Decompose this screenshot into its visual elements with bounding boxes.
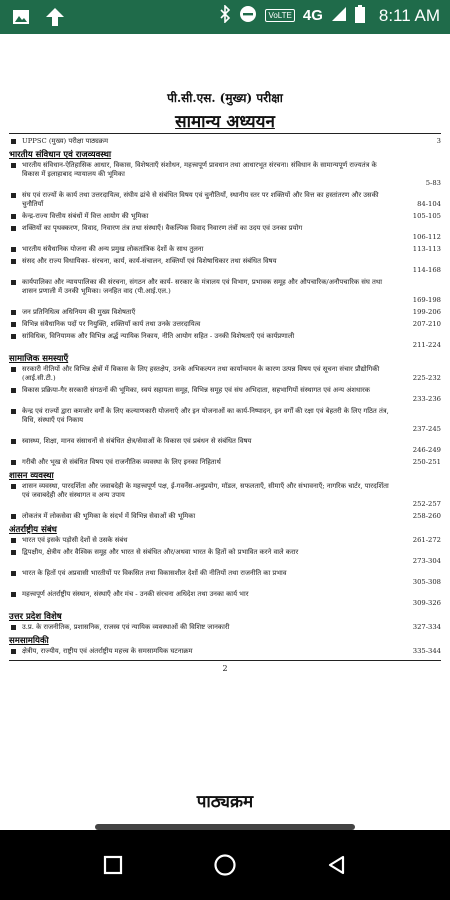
bullet-square-icon <box>11 592 16 597</box>
toc-row[interactable] <box>9 308 441 317</box>
bullet-square-icon <box>11 571 16 576</box>
toc-row[interactable] <box>9 224 441 242</box>
toc-row-text: कार्यपालिका और न्यायपालिका की संरचना, संगठन और कार्य- सरकार के मंत्रालय एवं विभाग, प्रभावक समूह और औपचारिक/अनौपचारिक संघ तथा शासन प्रणाली में उनकी भूमिका। जनहित वाद (पी.आई.एल.) <box>22 278 383 295</box>
section-heading: उत्तर प्रदेश विशेष <box>9 612 62 622</box>
toc-row-page: 327-334 <box>412 623 441 631</box>
toc-row-text: सरकारी नीतियों और विभिन्न क्षेत्रों में विकास के लिए हस्तक्षेप, उनके अभिकल्पन तथा कार्यान्वयन के कारण उत्पन्न विषय एवं सूचना संचार प्रौद्योगिकी (आई.सी.टी.) <box>22 365 380 382</box>
bullet-square-icon <box>11 247 16 252</box>
toc-row[interactable] <box>9 137 441 146</box>
toc-row[interactable] <box>9 569 441 587</box>
toc-row-page: 237-245 <box>412 425 441 433</box>
toc-row-text: महत्त्वपूर्ण अंतर्राष्ट्रीय संस्थान, संस्थाएँ और मंच - उनकी संरचना अधिदेश तथा उनका कार्य भार <box>22 590 249 598</box>
section-heading: शासन व्यवस्था <box>9 471 54 481</box>
bullet-square-icon <box>11 226 16 231</box>
bullet-square-icon <box>11 322 16 327</box>
section-heading: भारतीय संविधान एवं राजव्यवस्था <box>9 150 112 160</box>
toc-row[interactable] <box>9 245 441 254</box>
recents-button[interactable] <box>100 852 126 878</box>
toc-row-text: शासन व्यवस्था, पारदर्शिता और जवाबदेही के महत्त्वपूर्ण पक्ष, ई-गवर्नेंस-अनुप्रयोग, मॉडल, सफलताएँ, सीमाएँ और संभावनाएँ; नागरिक चार्टर, पारदर्शिता एवं जवाबदेही और संस्थागत व अन्य उपाय <box>22 482 389 499</box>
top-rule <box>9 133 441 134</box>
toc-row-page: 225-232 <box>412 374 441 382</box>
toc-row[interactable] <box>9 407 441 434</box>
bullet-square-icon <box>11 367 16 372</box>
bullet-square-icon <box>11 388 16 393</box>
toc-row[interactable] <box>9 647 441 656</box>
toc-row-page: 169-198 <box>412 296 441 304</box>
bullet-square-icon <box>11 514 16 519</box>
toc-row-text: विकास प्रक्रिया-गैर सरकारी संगठनों की भूमिका, स्वयं सहायता समूह, विभिन्न समूह एवं संघ अभिदाता, सहभागियों संस्थागत एवं अन्य अंशधारक <box>22 386 370 394</box>
bullet-square-icon <box>11 139 16 144</box>
toc-row-text: क्षेत्रीय, राज्यीय, राष्ट्रीय एवं अंतर्राष्ट्रीय महत्त्व के समसामयिक घटनाक्रम <box>22 647 193 655</box>
home-button[interactable] <box>212 852 238 878</box>
clock: 8:11 AM <box>378 5 440 25</box>
toc-row-page: 309-326 <box>412 599 441 607</box>
toc-row[interactable] <box>9 536 441 545</box>
network-type: 4G <box>302 7 323 24</box>
battery-icon <box>355 5 365 26</box>
toc-row[interactable] <box>9 365 441 383</box>
toc-row-page: 233-236 <box>412 395 441 403</box>
toc-row-text: स्वास्थ्य, शिक्षा, मानव संसाधनों से संबंधित क्षेत्र/सेवाओं के विकास एवं प्रबंधन से संबंधित विषय <box>22 437 252 445</box>
section-heading: अंतर्राष्ट्रीय संबंध <box>9 525 57 535</box>
toc-row-text: केन्द्र-राज्य वित्तीय संबंधों में वित्त आयोग की भूमिका <box>22 212 149 220</box>
next-page-title: पाठ्यक्रम <box>196 792 254 812</box>
toc-row-text: भारत एवं इसके पड़ोसी देशों से उसके संबंध <box>22 536 128 544</box>
toc-row[interactable] <box>9 278 441 305</box>
bullet-square-icon <box>11 334 16 339</box>
bullet-square-icon <box>11 193 16 198</box>
toc-row-page: 305-308 <box>412 578 441 586</box>
toc-row[interactable] <box>9 257 441 275</box>
toc-row-page: 335-344 <box>412 647 441 655</box>
toc-row[interactable] <box>9 458 441 467</box>
document-viewer[interactable] <box>0 34 450 830</box>
signal-icon <box>331 6 347 25</box>
toc-row-text: केन्द्र एवं राज्यों द्वारा कमजोर वर्गों के लिए कल्याणकारी योजनाएँ और इन योजनाओं का कार्य-निष्पादन, इन वर्गों की रक्षा एवं बेहतरी के लिए गठित तंत्र, विधि, संस्थाएँ एवं निकाय <box>22 407 389 424</box>
status-bar <box>0 0 450 34</box>
toc-row[interactable] <box>9 482 441 509</box>
toc-row[interactable] <box>9 512 441 521</box>
toc-row-page: 246-249 <box>412 446 441 454</box>
toc-row[interactable] <box>9 623 441 632</box>
toc-row-text: द्विपक्षीय, क्षेत्रीय और वैश्विक समूह और भारत से संबंधित और/अथवा भारत के हितों को प्रभावित करने वाले करार <box>22 548 299 556</box>
toc-row-page: 211-224 <box>412 341 441 349</box>
toc-row[interactable] <box>9 437 441 455</box>
toc-row[interactable] <box>9 161 441 188</box>
toc-row-page: 106-112 <box>412 233 441 241</box>
bullet-square-icon <box>11 484 16 489</box>
bullet-square-icon <box>11 550 16 555</box>
toc-row-page: 114-168 <box>412 266 441 274</box>
toc-row-text: संसद और राज्य विधायिका- संरचना, कार्य, कार्य-संचालन, शक्तियाँ एवं विशेषाधिकार तथा संबंधित विषय <box>22 257 277 265</box>
toc-row[interactable] <box>9 548 441 566</box>
toc-row-text: भारत के हितों एवं अप्रवासी भारतीयों पर विकसित तथा विकासशील देशों की नीतियों तथा राजनीति का प्रभाव <box>22 569 287 577</box>
toc-row-text: सांविधिक, विनियामक और विभिन्न अर्द्ध न्यायिक निकाय, नीति आयोग सहित - उनकी विशेषताएँ एवं कार्यप्रणाली <box>22 332 295 340</box>
toc-row-page: 258-260 <box>412 512 441 520</box>
gallery-icon <box>12 8 30 31</box>
toc-row-text: गरीबी और भूख से संबंधित विषय एवं राजनीतिक व्यवस्था के लिए इनका निहितार्थ <box>22 458 221 466</box>
bluetooth-icon <box>219 5 231 26</box>
toc-row-page: 105-105 <box>412 212 441 220</box>
page-number: 2 <box>222 664 228 673</box>
subject-title: सामान्य अध्ययन <box>175 112 275 132</box>
toc-row[interactable] <box>9 212 441 221</box>
bullet-square-icon <box>11 280 16 285</box>
toc-row-text: विभिन्न संवैधानिक पदों पर नियुक्ति, शक्तियाँ कार्य तथा उनके उत्तरदायित्व <box>22 320 201 328</box>
back-triangle-icon <box>326 854 348 876</box>
toc-row-page: 113-113 <box>412 245 441 253</box>
toc-row-page: 252-257 <box>412 500 441 508</box>
toc-row-page: 273-304 <box>412 557 441 565</box>
do-not-disturb-icon <box>239 5 257 26</box>
upload-arrow-icon <box>44 6 66 33</box>
toc-row-text: जन प्रतिनिधित्व अधिनियम की मुख्य विशेषताएँ <box>22 308 136 316</box>
toc-row[interactable] <box>9 320 441 329</box>
toc-row-page: 3 <box>436 137 441 145</box>
volte-badge: VoLTE <box>265 9 294 22</box>
back-button[interactable] <box>324 852 350 878</box>
toc-row-text: लोकतंत्र में लोकसेवा की भूमिका के संदर्भ में विभिन्न सेवाओं की भूमिका <box>22 512 196 520</box>
bullet-square-icon <box>11 649 16 654</box>
toc-row[interactable] <box>9 386 441 404</box>
toc-row[interactable] <box>9 590 441 608</box>
toc-row[interactable] <box>9 332 441 350</box>
bullet-square-icon <box>11 310 16 315</box>
section-heading: सामाजिक समस्याएँ <box>9 354 69 364</box>
toc-row-page: 84-104 <box>417 200 441 208</box>
toc-row[interactable] <box>9 191 441 209</box>
toc-row-page: 5-83 <box>425 179 441 187</box>
toc-row-page: 207-210 <box>412 320 441 328</box>
recents-square-icon <box>103 855 123 875</box>
toc-row-page: 199-206 <box>412 308 441 316</box>
home-circle-icon <box>213 853 237 877</box>
bullet-square-icon <box>11 538 16 543</box>
bullet-square-icon <box>11 625 16 630</box>
bullet-square-icon <box>11 163 16 168</box>
bullet-square-icon <box>11 460 16 465</box>
bullet-square-icon <box>11 259 16 264</box>
navigation-bar <box>0 830 450 900</box>
toc-row-text: UPPSC (मुख्य) परीक्षा पाठ्यक्रम <box>22 137 109 145</box>
toc-row-text: शक्तियों का पृथक्करण, विवाद, निवारण तंत्र तथा संस्थाएँ। वैकल्पिक विवाद निवारण तंत्रों का उदय एवं उनका प्रयोग <box>22 224 303 232</box>
toc-row-page: 250-251 <box>412 458 441 466</box>
bullet-square-icon <box>11 214 16 219</box>
bottom-rule <box>9 660 441 661</box>
toc-row-text: उ.प्र. के राजनीतिक, प्रशासनिक, राजस्व एवं न्यायिक व्यवस्थाओं की विशिष्ट जानकारी <box>22 623 230 631</box>
bullet-square-icon <box>11 439 16 444</box>
toc-row-text: संघ एवं राज्यों के कार्य तथा उत्तरदायित्व, संघीय ढांचे से संबंधित विषय एवं चुनौतियाँ, स्थानीय स्तर पर शक्तियों और वित्त का हस्तांतरण और उसकी चुनौतियाँ <box>22 191 379 208</box>
toc-row-page: 261-272 <box>412 536 441 544</box>
bullet-square-icon <box>11 409 16 414</box>
toc-row-text: भारतीय संविधान-ऐतिहासिक आधार, विकास, विशेषताएँ संशोधन, महत्त्वपूर्ण प्रावधान तथा आधारभूत संरचना। संविधान के सामान्यपूर्ण राज्यतंत्र के विकास में इलाहाबाद न्यायालय की भूमिका <box>22 161 377 178</box>
exam-title: पी.सी.एस. (मुख्य) परीक्षा <box>167 91 283 105</box>
toc-row-text: भारतीय संवैधानिक योजना की अन्य प्रमुख लोकतांत्रिक देशों के साथ तुलना <box>22 245 204 253</box>
section-heading: समसामयिकी <box>9 636 49 646</box>
